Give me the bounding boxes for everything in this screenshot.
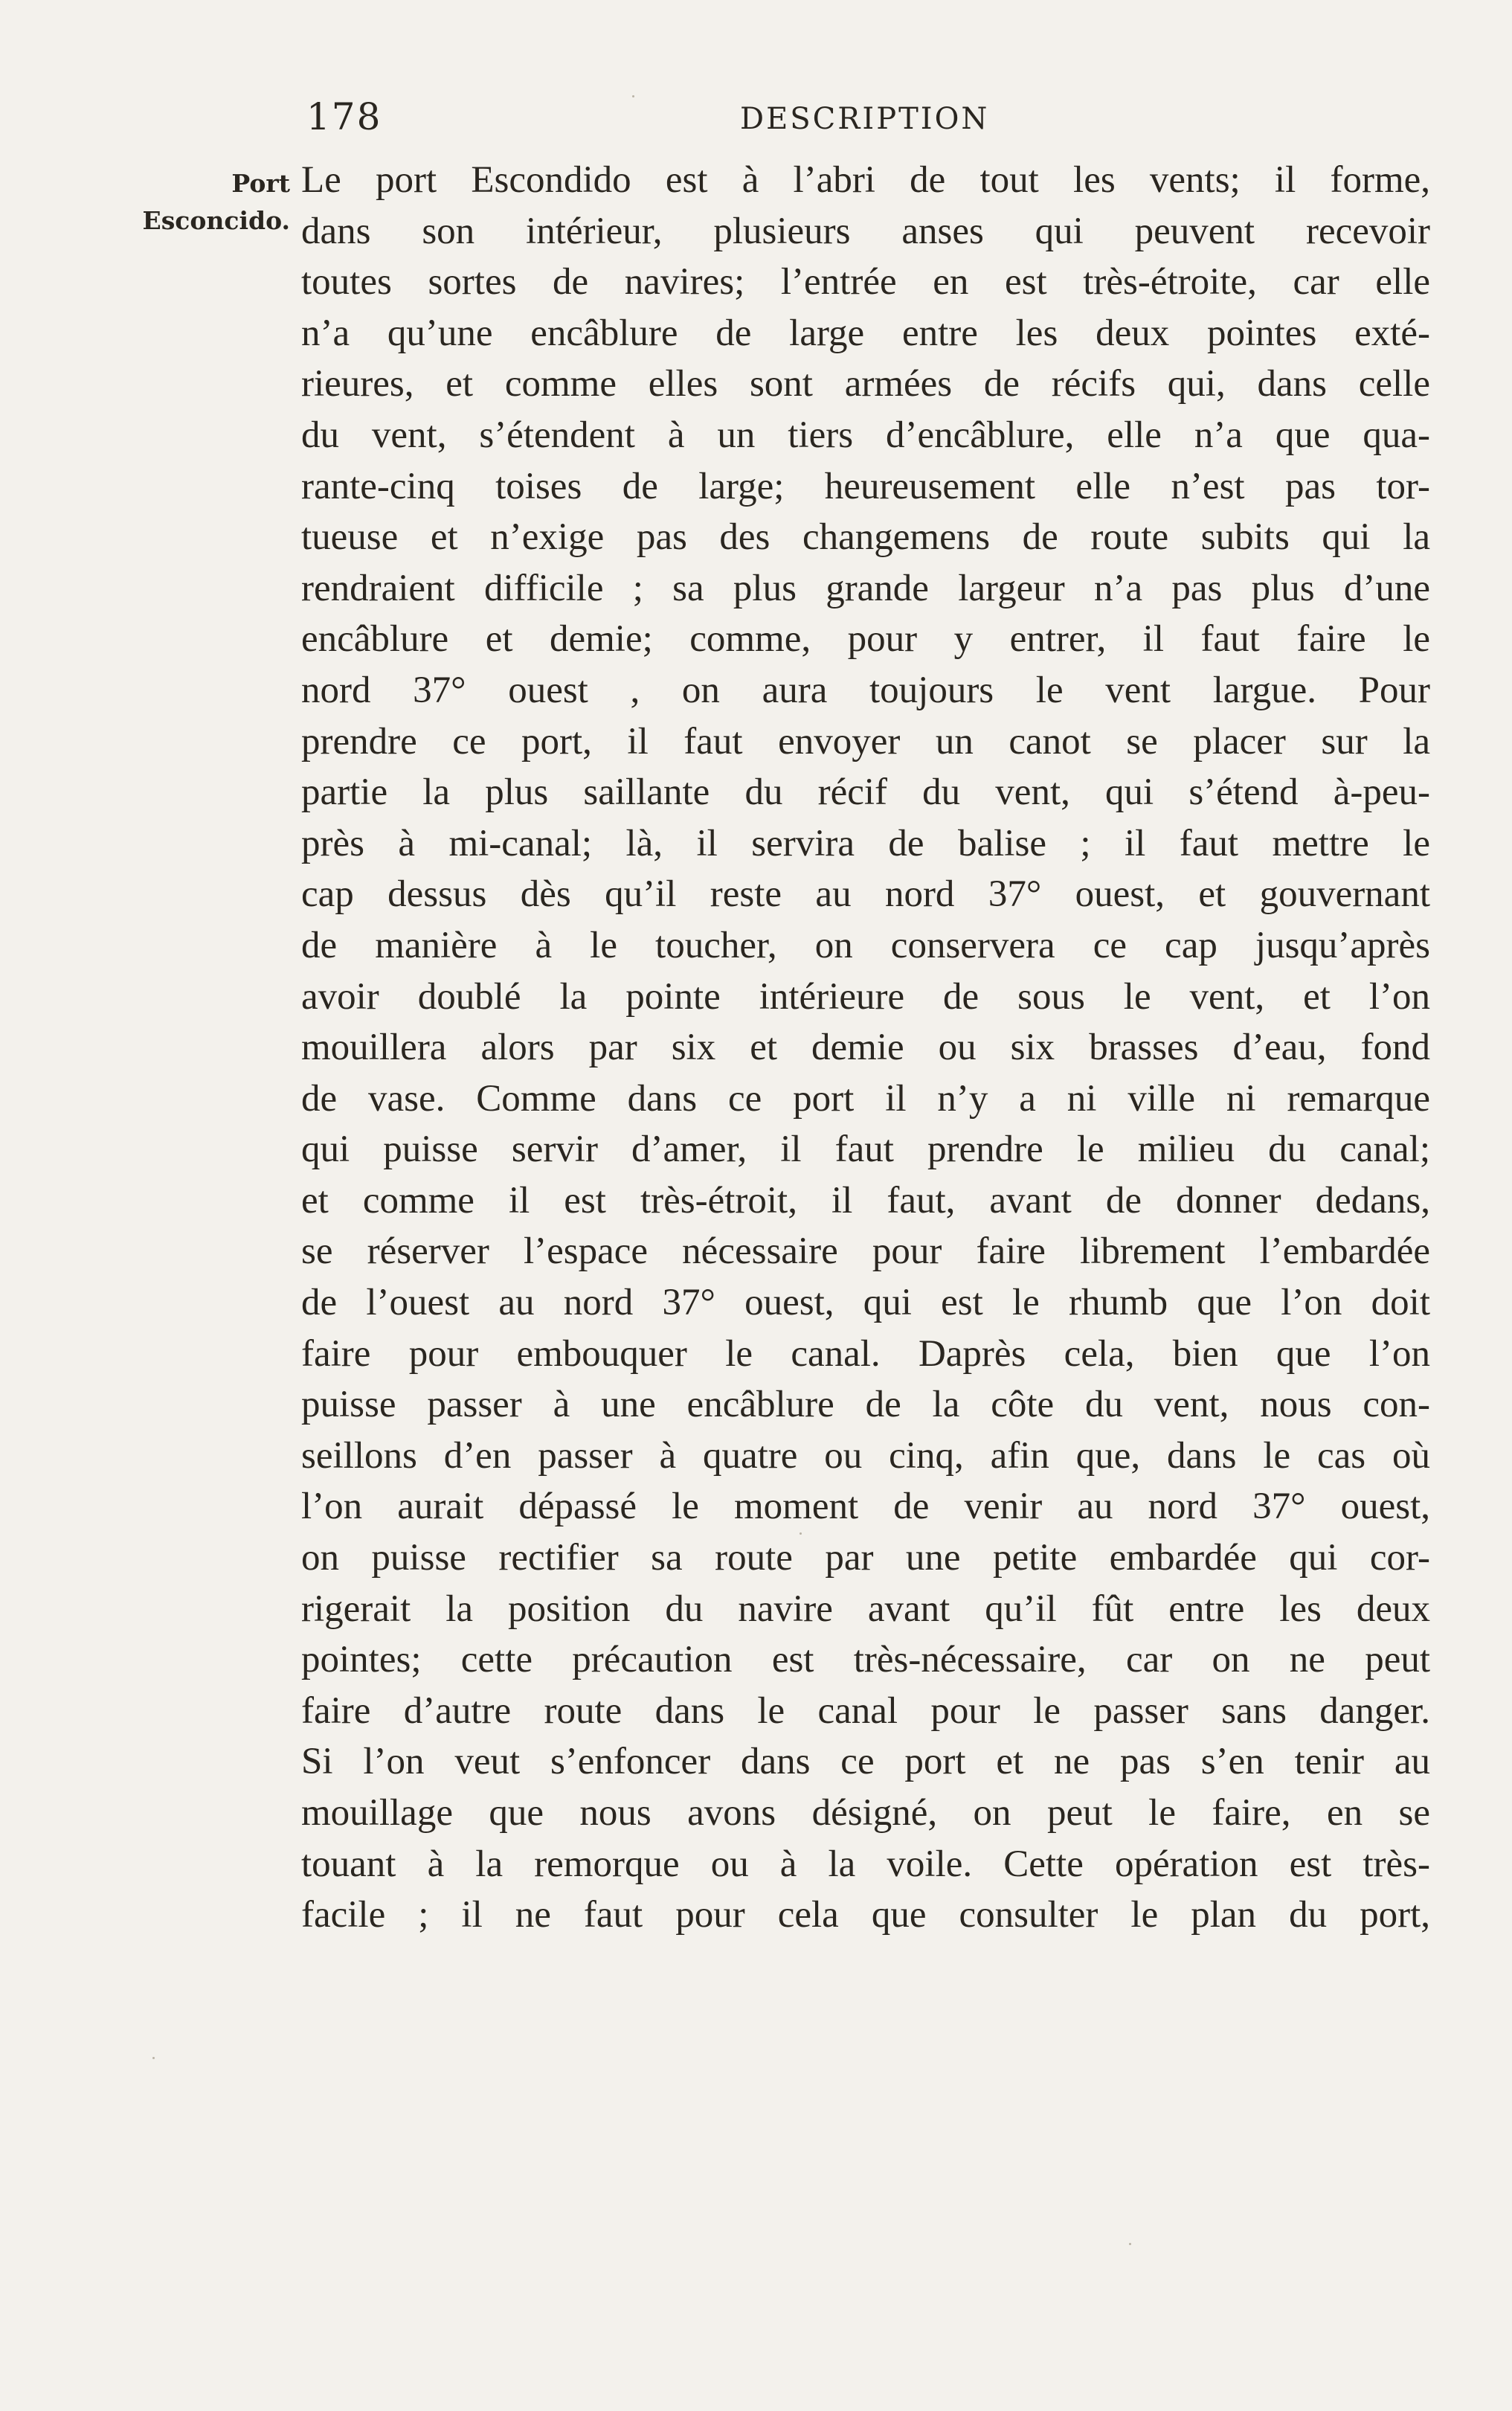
text-line: nord 37° ouest , on aura toujours le vent largue. Pour <box>301 669 1430 711</box>
text-line: facile ; il ne faut pour cela que consulter le plan du port, <box>301 1894 1430 1936</box>
text-line: rigerait la position du navire avant qu’il fût entre les deux <box>301 1587 1430 1630</box>
text-line: du vent, s’étendent à un tiers d’encâblure, elle n’a que qua- <box>301 414 1430 456</box>
text-line: partie la plus saillante du récif du vent, qui s’étend à-peu- <box>301 771 1430 814</box>
text-line: encâblure et demie; comme, pour y entrer, il faut faire le <box>301 618 1430 661</box>
margin-note-line: Port <box>231 169 290 198</box>
text-line: de l’ouest au nord 37° ouest, qui est le rhumb que l’on doit <box>301 1282 1430 1324</box>
text-line: toutes sortes de navires; l’entrée en est très-étroite, car elle <box>301 261 1430 304</box>
text-line: tueuse et n’exige pas des changemens de route subits qui la <box>301 516 1430 559</box>
margin-note <box>119 165 290 240</box>
text-line: on puisse rectifier sa route par une petite embardée qui cor- <box>301 1537 1430 1579</box>
text-line: rendraient difficile ; sa plus grande largeur n’a pas plus d’une <box>301 567 1430 609</box>
text-line: et comme il est très-étroit, il faut, avant de donner dedans, <box>301 1179 1430 1221</box>
text-line: touant à la remorque ou à la voile. Cette opération est très- <box>301 1843 1430 1885</box>
text-line: Si l’on veut s’enfoncer dans ce port et ne pas s’en tenir au <box>301 1741 1430 1783</box>
page-number: 178 <box>306 95 382 138</box>
text-line: faire d’autre route dans le canal pour le passer sans danger. <box>301 1689 1430 1732</box>
text-line: seillons d’en passer à quatre ou cinq, afin que, dans le cas où <box>301 1434 1430 1477</box>
text-line: cap dessus dès qu’il reste au nord 37° ouest, et gouvernant <box>301 873 1430 916</box>
running-title: DESCRIPTION <box>740 102 990 136</box>
text-line: mouillage que nous avons désigné, on peut le faire, en se <box>301 1792 1430 1834</box>
text-line: avoir doublé la pointe intérieure de sous le vent, et l’on <box>301 975 1430 1018</box>
text-line: pointes; cette précaution est très-nécessaire, car on ne peut <box>301 1639 1430 1681</box>
text-line: près à mi-canal; là, il servira de balise ; il faut mettre le <box>301 822 1430 864</box>
text-line: prendre ce port, il faut envoyer un canot se placer sur la <box>301 720 1430 763</box>
text-line: rante-cinq toises de large; heureusement elle n’est pas tor- <box>301 465 1430 507</box>
paper-speck <box>632 95 634 97</box>
text-line: de manière à le toucher, on conservera ce cap jusqu’après <box>301 924 1430 966</box>
paper-speck <box>152 2057 155 2059</box>
paper-speck <box>800 1532 802 1535</box>
margin-note-line: Esconcido. <box>142 206 290 235</box>
text-line: faire pour embouquer le canal. Daprès cela, bien que l’on <box>301 1332 1430 1375</box>
paper-speck <box>1129 2243 1131 2245</box>
text-line: dans son intérieur, plusieurs anses qui peuvent recevoir <box>301 210 1430 252</box>
text-line: n’a qu’une encâblure de large entre les deux pointes exté- <box>301 312 1430 354</box>
text-line: rieures, et comme elles sont armées de récifs qui, dans celle <box>301 363 1430 405</box>
text-line: se réserver l’espace nécessaire pour faire librement l’embardée <box>301 1230 1430 1273</box>
text-line: l’on aurait dépassé le moment de venir au nord 37° ouest, <box>301 1486 1430 1528</box>
body-text <box>301 155 1430 1941</box>
text-line: mouillera alors par six et demie ou six brasses d’eau, fond <box>301 1027 1430 1069</box>
text-line: Le port Escondido est à l’abri de tout les vents; il forme, <box>301 159 1430 201</box>
text-line: qui puisse servir d’amer, il faut prendre le milieu du canal; <box>301 1129 1430 1171</box>
text-line: de vase. Comme dans ce port il n’y a ni ville ni remarque <box>301 1077 1430 1120</box>
text-line: puisse passer à une encâblure de la côte du vent, nous con- <box>301 1384 1430 1426</box>
